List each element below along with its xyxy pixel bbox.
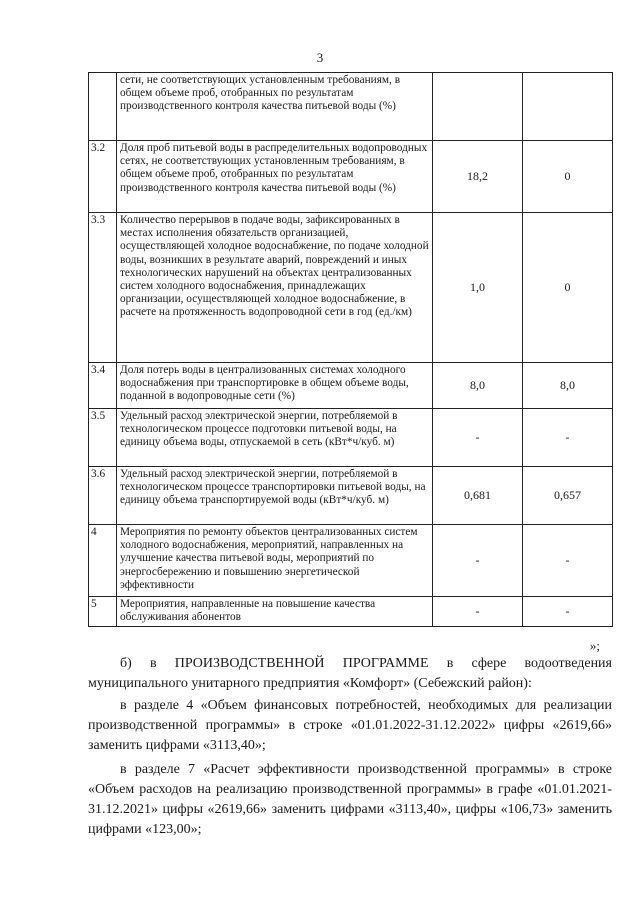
row-value-2 <box>523 73 613 141</box>
paragraph-section-7: в разделе 7 «Расчет эффективности производственной программы» в строке «Объем расходов на реализацию производственной программы» в графе «01.01.2021-31.12.2021» цифры «2619,66» заменить цифрами «3113,40», цифры «106,73» заменить цифрами «123,00»; <box>88 762 612 837</box>
paragraph-b: б) в ПРОИЗВОДСТВЕННОЙ ПРОГРАММЕ в сфере водоотведения муниципального унитарного предприятия «Комфорт» (Себежский район): <box>88 656 612 691</box>
row-description: Мероприятия, направленные на повышение качества обслуживания абонентов <box>117 597 433 627</box>
row-value-2: 8,0 <box>523 363 613 409</box>
row-value-1: 8,0 <box>433 363 523 409</box>
page-number: 3 <box>316 50 324 65</box>
row-value-1 <box>433 73 523 141</box>
row-value-2: - <box>523 409 613 467</box>
row-value-1: 0,681 <box>433 467 523 525</box>
row-value-1: 18,2 <box>433 141 523 213</box>
row-value-1: 1,0 <box>433 213 523 363</box>
indicators-table <box>88 72 613 627</box>
row-number: 3.5 <box>89 409 117 467</box>
table-row <box>89 409 613 467</box>
row-value-2: 0 <box>523 213 613 363</box>
row-description: Количество перерывов в подаче воды, зафиксированных в местах исполнения обязательств организацией, осуществляющей холодное водоснабжение, по подаче холодной воды, возникших в результате аварий, повреждений и иных технологических нарушений на объектах централизованных систем холодного водоснабжения, принадлежащих организации, осуществляющей холодное водоснабжение, в расчете на протяженность водопроводной сети в год (ед./км) <box>117 213 433 363</box>
row-description: Удельный расход электрической энергии, потребляемой в технологическом процессе подготовки питьевой воды, на единицу объема воды, отпускаемой в сеть (кВт*ч/куб. м) <box>117 409 433 467</box>
table-row <box>89 467 613 525</box>
row-value-2: - <box>523 597 613 627</box>
row-description: Доля проб питьевой воды в распределительных водопроводных сетях, не соответствующих установленным требованиям, в общем объеме проб, отобранных по результатам производственного контроля качества питьевой воды (%) <box>117 141 433 213</box>
row-description: сети, не соответствующих установленным требованиям, в общем объеме проб, отобранных по результатам производственного контроля качества питьевой воды (%) <box>117 73 433 141</box>
row-number: 3.3 <box>89 213 117 363</box>
row-value-1: - <box>433 525 523 597</box>
table-row <box>89 597 613 627</box>
table-row <box>89 213 613 363</box>
row-number: 4 <box>89 525 117 597</box>
row-number: 3.4 <box>89 363 117 409</box>
table-row <box>89 363 613 409</box>
paragraph-section-4: в разделе 4 «Объем финансовых потребностей, необходимых для реализации производственной программы» в строке «01.01.2022-31.12.2022» цифры «2619,66» заменить цифрами «3113,40»; <box>88 698 612 753</box>
table-row <box>89 73 613 141</box>
table-row <box>89 525 613 597</box>
row-value-1: - <box>433 597 523 627</box>
row-value-2: 0 <box>523 141 613 213</box>
quote-end: »; <box>589 638 600 653</box>
table-row <box>89 141 613 213</box>
row-description: Мероприятия по ремонту объектов централизованных систем холодного водоснабжения, мероприятий, направленных на улучшение качества питьевой воды, мероприятий по энергосбережению и повышению энергетической эффективности <box>117 525 433 597</box>
row-description: Доля потерь воды в централизованных системах холодного водоснабжения при транспортировке в общем объеме воды, поданной в водопроводные сети (%) <box>117 363 433 409</box>
row-number: 3.2 <box>89 141 117 213</box>
row-number: 5 <box>89 597 117 627</box>
row-number: 3.6 <box>89 467 117 525</box>
row-value-1: - <box>433 409 523 467</box>
row-number <box>89 73 117 141</box>
row-value-2: 0,657 <box>523 467 613 525</box>
row-value-2: - <box>523 525 613 597</box>
row-description: Удельный расход электрической энергии, потребляемой в технологическом процессе транспортировки питьевой воды, на единицу объема транспортируемой воды (кВт*ч/куб. м) <box>117 467 433 525</box>
